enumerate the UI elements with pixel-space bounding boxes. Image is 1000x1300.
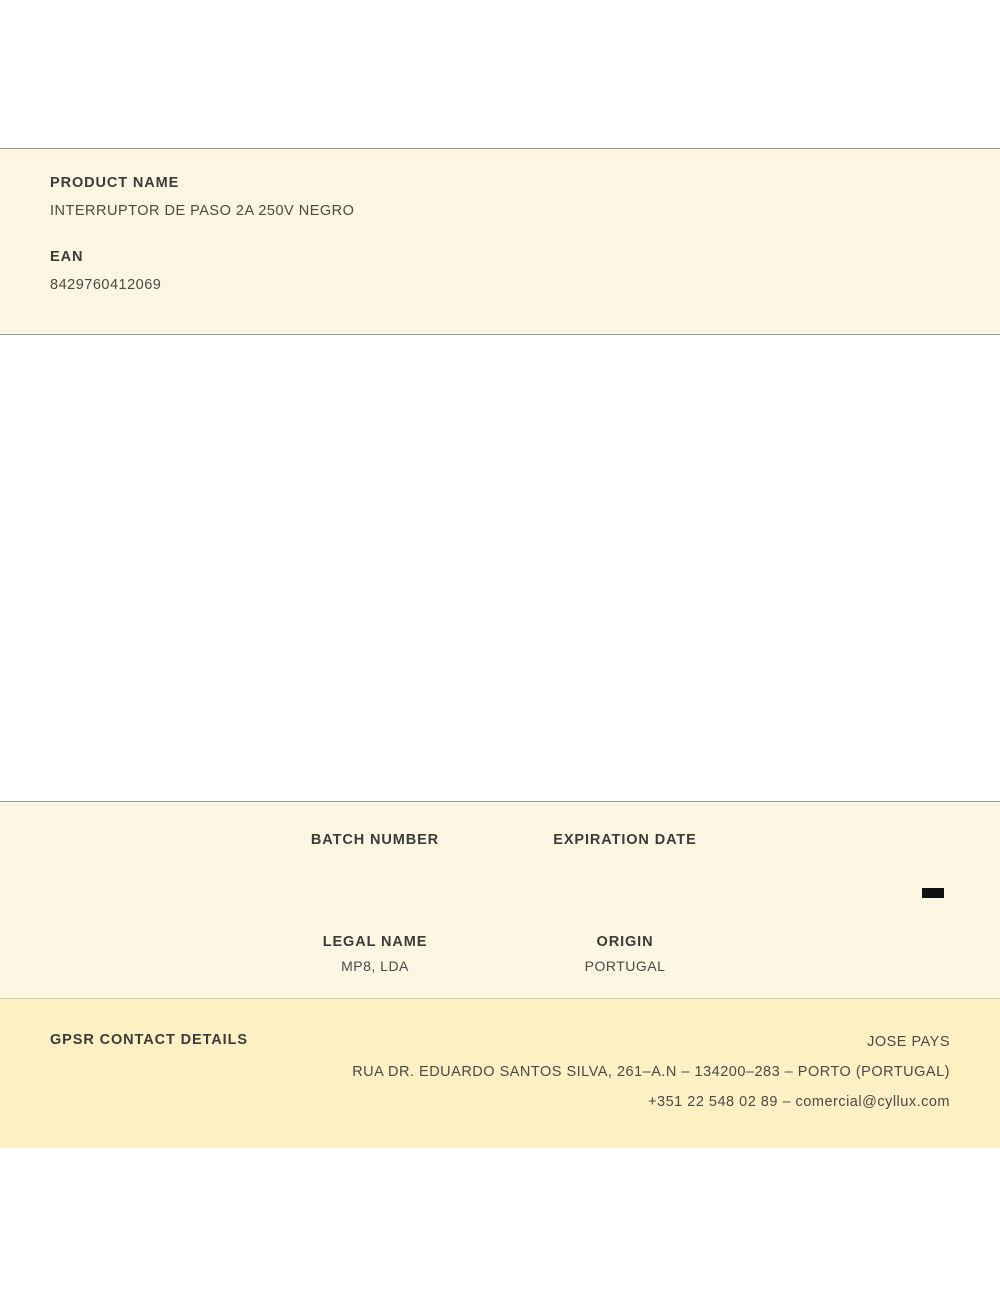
batch-number-label: BATCH NUMBER	[310, 832, 440, 848]
origin-value: PORTUGAL	[584, 958, 666, 974]
product-header-section	[0, 148, 1000, 335]
expiration-date-value	[510, 856, 740, 874]
details-row-legal-origin	[0, 934, 1000, 976]
product-details-section	[0, 802, 1000, 999]
details-spacer-right-2	[750, 934, 1000, 976]
product-name-label: PRODUCT NAME	[50, 175, 180, 191]
expiration-date-field	[500, 832, 750, 874]
ce-mark-icon	[852, 862, 952, 924]
gpsr-contact-name: JOSE PAYS	[867, 1034, 950, 1050]
gpsr-contact-section	[0, 999, 1000, 1148]
bottom-margin	[0, 1148, 1000, 1300]
gpsr-phone-email: +351 22 548 02 89 – comercial@cyllux.com	[648, 1094, 950, 1110]
ean-field	[50, 249, 950, 293]
batch-number-field	[250, 832, 500, 874]
legal-name-value: MP8, LDA	[341, 958, 409, 974]
gpsr-address: RUA DR. EDUARDO SANTOS SILVA, 261–A.N – 134200–283 – PORTO (PORTUGAL)	[352, 1064, 950, 1080]
details-spacer-left	[0, 832, 250, 874]
gpsr-contact-title: GPSR CONTACT DETAILS	[50, 1032, 248, 1048]
batch-number-value	[260, 856, 490, 874]
legal-name-label: LEGAL NAME	[322, 934, 428, 950]
product-name-value: INTERRUPTOR DE PASO 2A 250V NEGRO	[50, 203, 355, 219]
details-row-batch-expiration	[0, 832, 1000, 874]
expiration-date-label: EXPIRATION DATE	[553, 832, 697, 848]
legal-name-field	[250, 934, 500, 976]
ean-value: 8429760412069	[50, 277, 162, 293]
top-margin	[0, 0, 1000, 148]
origin-label: ORIGIN	[596, 934, 654, 950]
blank-content-area	[0, 335, 1000, 802]
product-name-field	[50, 175, 950, 219]
ean-label: EAN	[50, 249, 84, 265]
origin-field	[500, 934, 750, 976]
details-spacer-left-2	[0, 934, 250, 976]
